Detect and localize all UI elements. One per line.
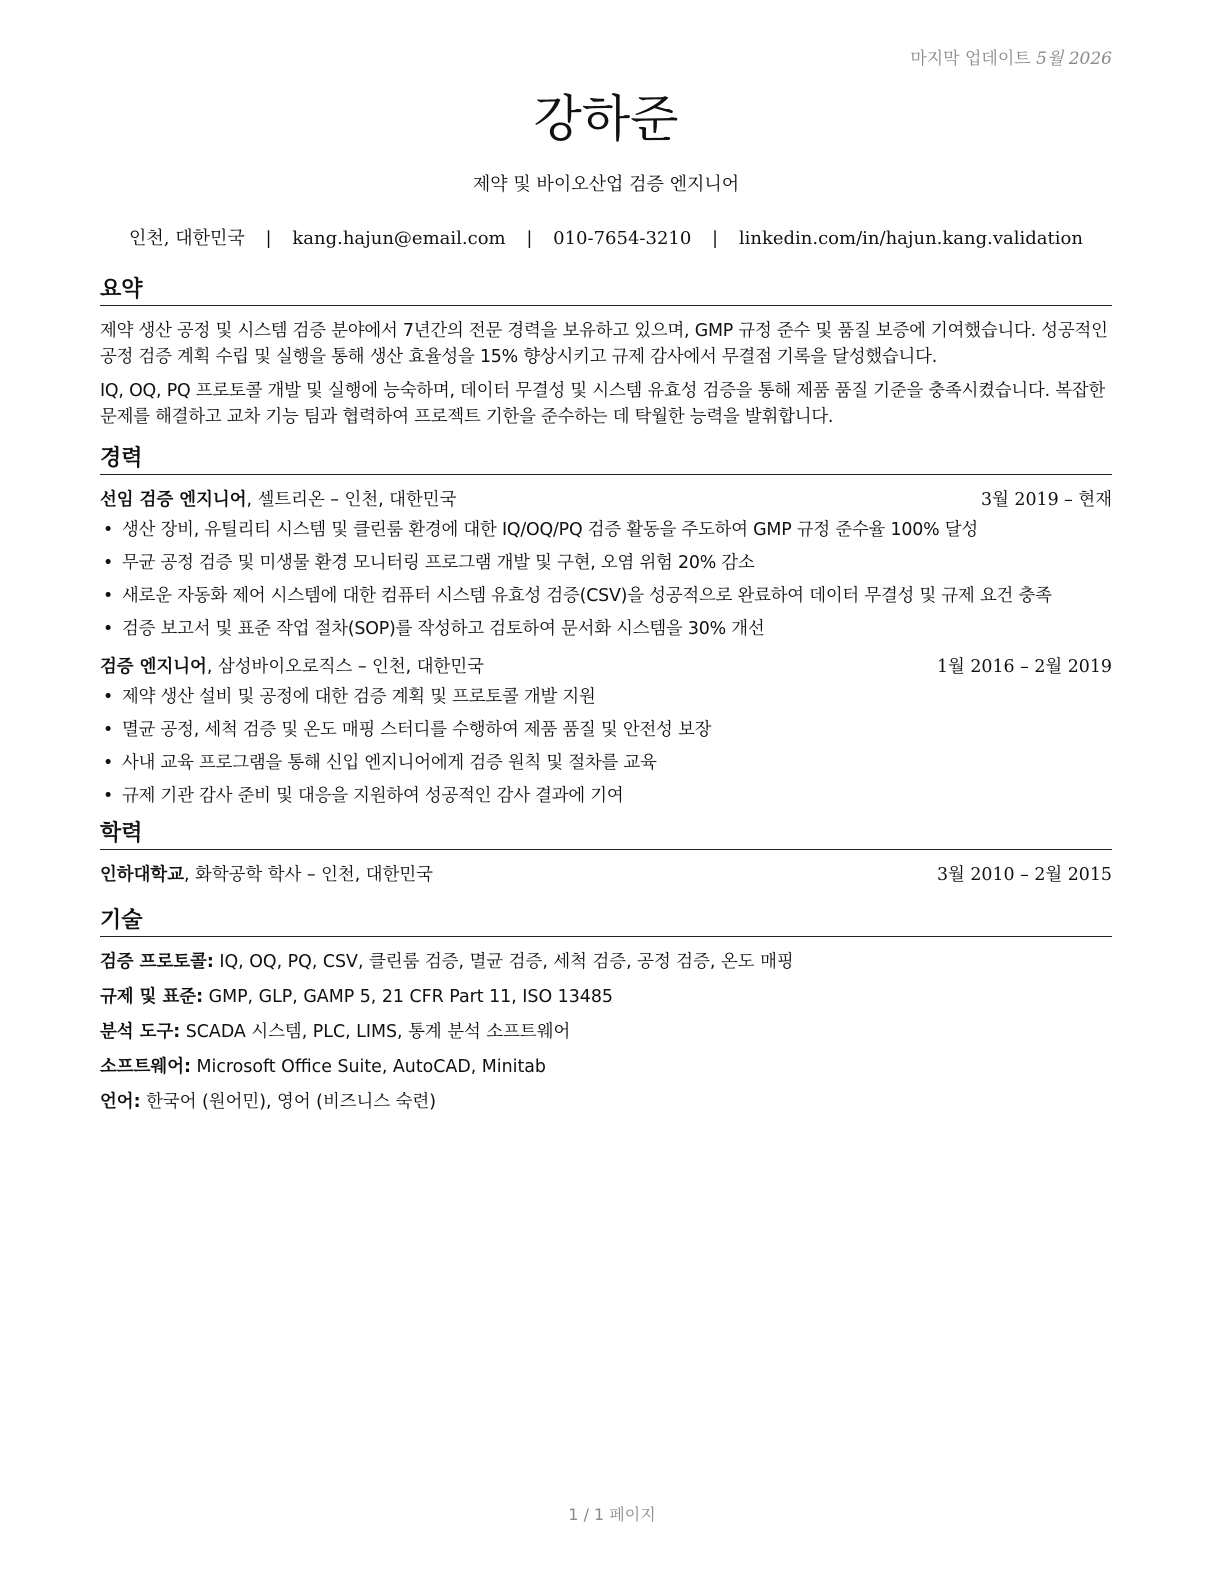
summary-paragraph: 제약 생산 공정 및 시스템 검증 분야에서 7년간의 전문 경력을 보유하고 있으며, GMP 규정 준수 및 품질 보증에 기여했습니다. 성공적인 공정 검증 계획 수립 및 실행을 통해 생산 효율성을 15% 향상시키고 규제 감사에서 무결점 기록을 달성했습니다. (100, 321, 1108, 367)
skill-row (100, 949, 1112, 975)
bullet-text: 무균 공정 검증 및 미생물 환경 모니터링 프로그램 개발 및 구현, 오염 위험 20% 감소 (122, 553, 755, 573)
candidate-headline: 제약 및 바이오산업 검증 엔지니어 (472, 174, 740, 195)
education-detail: , 화학공학 학사 – 인천, 대한민국 (184, 865, 433, 885)
job-entry (100, 487, 1112, 642)
contact-separator: | (265, 228, 272, 249)
contact-location: 인천, 대한민국 (129, 228, 245, 249)
skills-section (100, 906, 1112, 1115)
education-dates: 3월 2010 – 2월 2015 (936, 865, 1112, 885)
list-item (100, 550, 1112, 576)
contact-phone: 010-7654-3210 (553, 228, 692, 249)
skill-value: GMP, GLP, GAMP 5, 21 CFR Part 11, ISO 13485 (203, 987, 613, 1007)
bullet-icon: • (103, 786, 114, 806)
job-header (100, 487, 1112, 513)
skill-label: 언어: (100, 1092, 141, 1112)
list-item (100, 583, 1112, 609)
job-bullets (100, 517, 1112, 642)
bullet-text: 제약 생산 설비 및 공정에 대한 검증 계획 및 프로토콜 개발 지원 (122, 687, 596, 707)
bullet-icon: • (103, 687, 114, 707)
job-entry (100, 654, 1112, 809)
bullet-icon: • (103, 520, 114, 540)
skill-label: 소프트웨어: (100, 1057, 191, 1077)
contact-separator: | (712, 228, 719, 249)
list-item (100, 750, 1112, 776)
bullet-icon: • (103, 586, 114, 606)
section-title-skills: 기술 (100, 906, 1112, 937)
bullet-icon: • (103, 619, 114, 639)
education-school: 인하대학교 (100, 865, 184, 885)
resume-page (100, 0, 1112, 1584)
contact-email[interactable]: kang.hajun@email.com (292, 228, 506, 249)
bullet-icon: • (103, 553, 114, 573)
bullet-text: 생산 장비, 유틸리티 시스템 및 클린룸 환경에 대한 IQ/OQ/PQ 검증 활동을 주도하여 GMP 규정 준수율 100% 달성 (122, 520, 978, 540)
bullet-text: 사내 교육 프로그램을 통해 신입 엔지니어에게 검증 원칙 및 절차를 교육 (122, 753, 657, 773)
job-company-location: , 셀트리온 – 인천, 대한민국 (246, 490, 457, 510)
bullet-icon: • (103, 720, 114, 740)
contact-separator: | (526, 228, 533, 249)
skill-label: 규제 및 표준: (100, 987, 204, 1007)
experience-section (100, 444, 1112, 809)
section-title-experience: 경력 (100, 444, 1112, 475)
skill-label: 분석 도구: (100, 1022, 181, 1042)
skill-row (100, 1054, 1112, 1080)
skill-value: SCADA 시스템, PLC, LIMS, 통계 분석 소프트웨어 (180, 1022, 571, 1042)
list-item (100, 684, 1112, 710)
list-item (100, 616, 1112, 642)
skill-row (100, 984, 1112, 1010)
skill-value: 한국어 (원어민), 영어 (비즈니스 숙련) (140, 1092, 437, 1112)
page-number: 1 / 1 페이지 (568, 1505, 656, 1524)
job-dates: 1월 2016 – 2월 2019 (936, 657, 1112, 677)
list-item (100, 517, 1112, 543)
section-title-education: 학력 (100, 819, 1112, 850)
resume-content (100, 275, 1112, 1124)
job-company-location: , 삼성바이오로직스 – 인천, 대한민국 (206, 657, 484, 677)
last-updated (910, 44, 1112, 69)
job-header (100, 654, 1112, 680)
contact-linkedin[interactable]: linkedin.com/in/hajun.kang.validation (738, 228, 1083, 249)
skill-row (100, 1019, 1112, 1045)
bullet-text: 멸균 공정, 세척 검증 및 온도 매핑 스터디를 수행하여 제품 품질 및 안전성 보장 (122, 720, 712, 740)
last-updated-label: 마지막 업데이트 (910, 49, 1031, 69)
list-item (100, 783, 1112, 809)
job-bullets (100, 684, 1112, 809)
bullet-icon: • (103, 753, 114, 773)
skill-row (100, 1089, 1112, 1115)
job-role: 선임 검증 엔지니어 (100, 490, 247, 510)
last-updated-date: 5월 2026 (1036, 49, 1112, 69)
list-item (100, 717, 1112, 743)
summary-paragraph: IQ, OQ, PQ 프로토콜 개발 및 실행에 능숙하며, 데이터 무결성 및 시스템 유효성 검증을 통해 제품 품질 기준을 충족시켰습니다. 복잡한 문제를 해결하고 교차 기능 팀과 협력하여 프로젝트 기한을 준수하는 데 탁월한 능력을 발휘합니다. (100, 381, 1106, 427)
education-section (100, 819, 1112, 888)
job-dates: 3월 2019 – 현재 (981, 490, 1112, 510)
bullet-text: 새로운 자동화 제어 시스템에 대한 컴퓨터 시스템 유효성 검증(CSV)을 성공적으로 완료하여 데이터 무결성 및 규제 요건 충족 (122, 586, 1052, 606)
contact-line (100, 224, 1112, 250)
job-role: 검증 엔지니어 (100, 657, 207, 677)
skill-value: IQ, OQ, PQ, CSV, 클린룸 검증, 멸균 검증, 세척 검증, 공정 검증, 온도 매핑 (213, 952, 794, 972)
summary-section (100, 275, 1112, 430)
bullet-text: 검증 보고서 및 표준 작업 절차(SOP)를 작성하고 검토하여 문서화 시스템을 30% 개선 (122, 619, 765, 639)
education-entry (100, 862, 1112, 888)
skill-value: Microsoft Office Suite, AutoCAD, Minitab (190, 1057, 546, 1077)
section-title-summary: 요약 (100, 275, 1112, 306)
bullet-text: 규제 기관 감사 준비 및 대응을 지원하여 성공적인 감사 결과에 기여 (122, 786, 624, 806)
candidate-name: 강하준 (533, 90, 679, 148)
skill-label: 검증 프로토콜: (100, 952, 214, 972)
